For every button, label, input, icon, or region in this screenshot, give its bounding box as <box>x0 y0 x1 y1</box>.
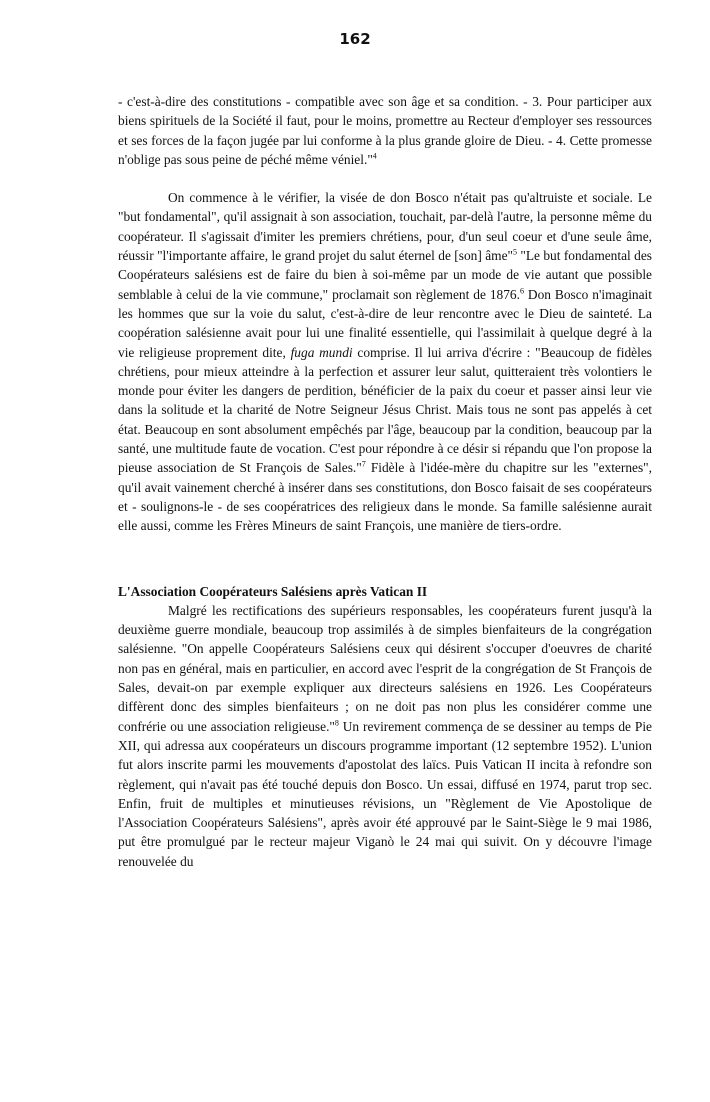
paragraph-2-text-a: On commence à le vérifier, la visée de don Bosco n'était pas qu'altruiste et sociale. Le "but fondamental", qu'il assignait à son association, touchait, par-delà l'autre, la personne même du coopérateur. Il s'agissait d'imiter les premiers chrétiens, pour, d'un seul coeur et d'une seule âme, réussir "l'importante affaire, le grand projet du salut éternel de [son] âme" <box>118 190 652 264</box>
footnote-ref-4[interactable]: 4 <box>372 151 377 161</box>
paragraph-2-text-d: comprise. Il lui arriva d'écrire : "Beaucoup de fidèles chrétiens, pour mieux atteindre à la perfection et assurer leur salut, quitteraient très volontiers le monde pour éviter les dangers de perdition, bénéficier de la paix du coeur et passer ainsi leur vie dans la solitude et la charité de Notre Seigneur Jésus Christ. Mais tous ne sont pas appelés à cet état. Beaucoup en sont absolument empêchés par l'âge, beaucoup par la condition, beaucoup par la santé, une multitude faute de vocation. C'est pour répondre à ce désir si répandu que l'on propose la pieuse association de St François de Sales." <box>118 344 652 476</box>
paragraph-2-text-e: Fidèle à l'idée-mère du chapitre sur les "externes", qu'il avait vainement cherché à insérer dans ses constitutions, don Bosco faisait de ses coopérateurs et - soulignons-le - de ses coopératrices des religieux dans le monde. Sa famille salésienne aurait elle aussi, comme les Frères Mineurs de saint François, une manière de tiers-ordre. <box>118 460 652 534</box>
body-text <box>118 92 652 871</box>
paragraph-1 <box>118 92 652 169</box>
footnote-ref-7[interactable]: 7 <box>361 459 366 469</box>
footnote-ref-5[interactable]: 5 <box>512 247 517 257</box>
paragraph-3 <box>118 601 652 871</box>
paragraph-2 <box>118 188 652 535</box>
paragraph-2-text-b: "Le but fondamental des Coopérateurs salésiens est de faire du bien à soi-même par un mode de vie autant que possible semblable à celui de la vie commune," proclamait son règlement de 1876. <box>118 248 652 302</box>
page-number: 162 <box>339 30 371 48</box>
section-spacer <box>118 536 652 582</box>
paragraph-2-text-c: Don Bosco n'imaginait les hommes que sur la voie du salut, c'est-à-dire de leur rencontre avec le Dieu de sainteté. La coopération salésienne avait pour lui une finalité essentielle, qui l'assimilait à quelque degré à la vie religieuse proprement dite, <box>118 286 652 360</box>
footnote-ref-8[interactable]: 8 <box>334 718 339 728</box>
paragraph-1-text: - c'est-à-dire des constitutions - compatible avec son âge et sa condition. - 3. Pour participer aux biens spirituels de la Société il faut, pour le moins, promettre au Recteur d'employer ses ressources et ses forces de la façon jugée par lui conforme à la plus grande gloire de Dieu. - 4. Cette promesse n'oblige pas sous peine de péché même véniel." <box>118 94 652 167</box>
section-heading: L'Association Coopérateurs Salésiens après Vatican II <box>118 583 428 599</box>
fuga-mundi-italic: fuga mundi <box>290 344 353 360</box>
paragraph-3-text-a: Malgré les rectifications des supérieurs responsables, les coopérateurs furent jusqu'à la deuxième guerre mondiale, beaucoup trop assimilés à de simples bienfaiteurs de la congrégation salésienne. "On appelle Coopérateurs Salésiens ceux qui désirent s'occuper d'oeuvres de charité non pas en général, mais en particulier, en accord avec l'esprit de la congrégation de St François de Sales, devait-on par exemple expliquer aux directeurs salésiens en 1926. Les Coopérateurs diffèrent donc des simples bienfaiteurs ; on ne doit pas non plus les considérer comme une confrérie ou une association religieuse." <box>118 602 652 734</box>
paragraph-spacer <box>118 169 652 188</box>
paragraph-3-text-b: Un revirement commença de se dessiner au temps de Pie XII, qui adressa aux coopérateurs un discours programme important (12 septembre 1952). L'union fut alors inscrite parmi les mouvements d'apostolat des laïcs. Puis Vatican II incita à refondre son règlement, qui n'avait pas été touché depuis don Bosco. Un essai, diffusé en 1974, parut trop sec. Enfin, fruit de multiples et minutieuses révisions, un "Règlement de Vie Apostolique de l'Association Coopérateurs Salésiens", après avoir été approuvé par le Saint-Siège le 9 mai 1986, put être promulgué par le recteur majeur Viganò le 24 mai qui suivit. On y découvre l'image renouvelée du <box>118 718 652 869</box>
footnote-ref-6[interactable]: 6 <box>519 286 524 296</box>
